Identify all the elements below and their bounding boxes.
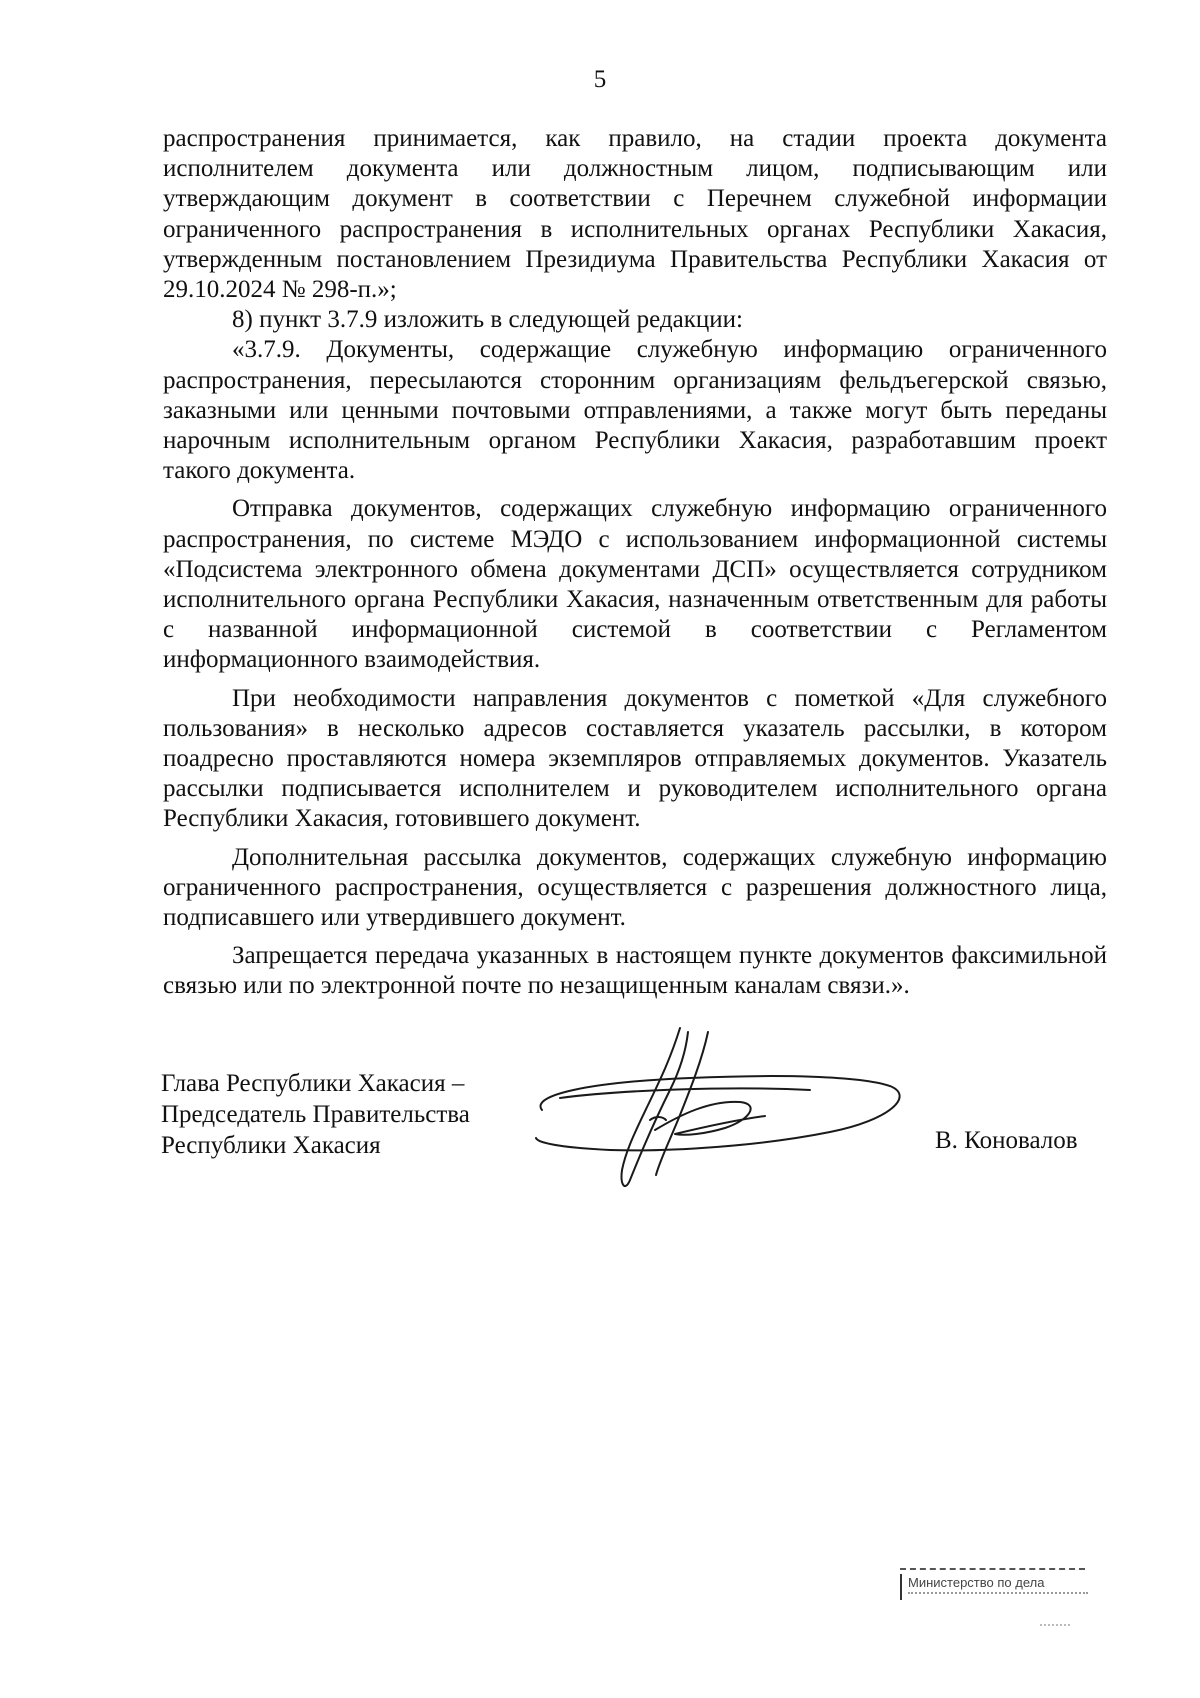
paragraph: распространения принимается, как правило, на стадии проекта документа исполнителем документа или должностным лицом, подписывающим или утверждающим документ в соответствии с Перечнем служебной информации ограниченного распространения в исполнительных органах Республики Хакасия, утвержденным постановлением Президиума Правительства Республики Хакасия от 29.10.2024 № 298-п.»; [163,125,1107,304]
page-number: 5 [593,66,607,93]
signatory-position-line: Глава Республики Хакасия – [161,1070,465,1097]
stamp-border [900,1568,1085,1570]
paragraph: Дополнительная рассылка документов, содержащих служебную информацию ограниченного распространения, осуществляется с разрешения должностного лица, подписавшего или утвердившего документ. [163,843,1107,932]
handwritten-signature-icon [530,1020,910,1200]
paragraph: 8) пункт 3.7.9 изложить в следующей редакции: [232,306,743,334]
paragraph: «3.7.9. Документы, содержащие служебную информацию ограниченного распространения, пересылаются сторонним организациям фельдъегерской связью, заказными или ценными почтовыми отправлениями, а также могут быть переданы нарочным исполнительным органом Республики Хакасия, разработавшим проект такого документа. [163,336,1107,485]
document-body [163,124,1107,1002]
stamp-border [900,1574,902,1600]
stamp-text: Министерство по дела [908,1575,1045,1590]
stamp-faded-mark [1040,1624,1070,1626]
signatory-position [161,1068,470,1161]
stamp-faded-line [908,1592,1088,1594]
signatory-name: В. Коновалов [935,1127,1078,1154]
signatory-position-line: Председатель Правительства [161,1101,470,1128]
signatory-position-line: Республики Хакасия [161,1132,381,1159]
paragraph: При необходимости направления документов с пометкой «Для служебного пользования» в несколько адресов составляется указатель рассылки, в котором поадресно проставляются номера экземпляров отправляемых документов. Указатель рассылки подписывается исполнителем и руководителем исполнительного органа Республики Хакасия, готовившего документ. [163,684,1107,833]
paragraph: Отправка документов, содержащих служебную информацию ограниченного распространения, по системе МЭДО с использованием информационной системы «Подсистема электронного обмена документами ДСП» осуществляется сотрудником исполнительного органа Республики Хакасия, назначенным ответственным для работы с названной информационной системой в соответствии с Регламентом информационного взаимодействия. [163,495,1107,674]
paragraph: Запрещается передача указанных в настоящем пункте документов факсимильной связью или по электронной почте по незащищенным каналам связи.». [163,942,1107,1000]
registration-stamp [900,1568,1100,1628]
